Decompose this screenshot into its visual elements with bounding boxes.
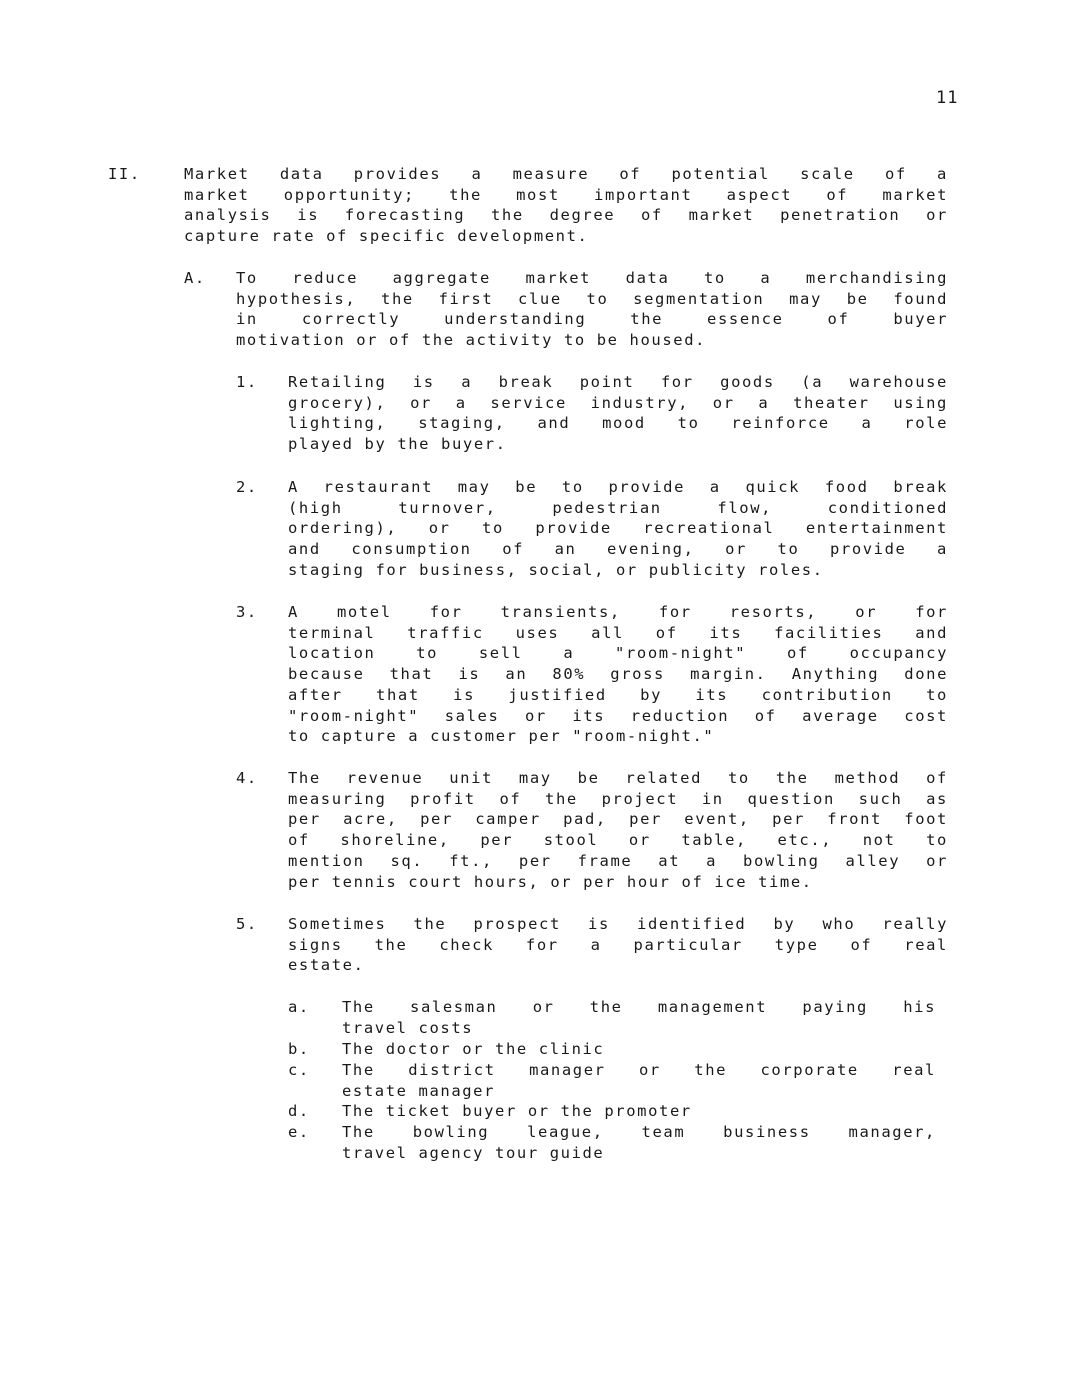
subitem-marker: e. bbox=[288, 1123, 310, 1141]
text-line: analysis is forecasting the degree of market penetration or bbox=[184, 206, 948, 225]
text-line: Market data provides a measure of potential scale of a bbox=[184, 165, 948, 183]
item-paragraph bbox=[288, 768, 948, 892]
subitem-paragraph bbox=[342, 1060, 936, 1101]
item-marker: 2. bbox=[236, 478, 258, 496]
text-line: The bowling league, team business manager, bbox=[342, 1123, 936, 1141]
subitem-marker: a. bbox=[288, 998, 310, 1016]
text-line: The ticket buyer or the promoter bbox=[342, 1102, 692, 1120]
item-marker: 4. bbox=[236, 769, 258, 787]
subsection-marker: A. bbox=[184, 269, 206, 287]
text-line: played by the buyer. bbox=[288, 435, 507, 454]
text-line: lighting, staging, and mood to reinforce a role bbox=[288, 414, 948, 433]
text-line: to capture a customer per "room-night." bbox=[288, 727, 715, 746]
text-line: per tennis court hours, or per hour of ice time. bbox=[288, 872, 813, 891]
text-line: market opportunity; the most important aspect of market bbox=[184, 185, 948, 204]
text-line: A restaurant may be to provide a quick food break bbox=[288, 478, 948, 496]
subitem-paragraph bbox=[342, 1122, 936, 1163]
subitem-paragraph bbox=[342, 997, 936, 1038]
text-line: "room-night" sales or its reduction of average cost bbox=[288, 706, 948, 725]
item-paragraph bbox=[288, 602, 948, 747]
subitem-paragraph bbox=[342, 1039, 936, 1060]
section-paragraph bbox=[184, 164, 948, 247]
text-line: To reduce aggregate market data to a merchandising bbox=[236, 269, 948, 287]
item-marker: 1. bbox=[236, 373, 258, 391]
text-line: after that is justified by its contribution to bbox=[288, 685, 948, 704]
text-line: in correctly understanding the essence of buyer bbox=[236, 310, 948, 329]
text-line: of shoreline, per stool or table, etc., not to bbox=[288, 831, 948, 850]
text-line: A motel for transients, for resorts, or for bbox=[288, 603, 948, 621]
subitem-marker: c. bbox=[288, 1061, 310, 1079]
text-line: travel costs bbox=[342, 1018, 474, 1037]
text-line: location to sell a "room-night" of occupancy bbox=[288, 644, 948, 663]
text-line: motivation or of the activity to be housed. bbox=[236, 331, 707, 350]
item-marker: 5. bbox=[236, 915, 258, 933]
text-line: grocery), or a service industry, or a theater using bbox=[288, 393, 948, 412]
text-line: measuring profit of the project in question such as bbox=[288, 789, 948, 808]
subsection-paragraph bbox=[236, 268, 948, 351]
item-paragraph bbox=[288, 914, 948, 976]
text-line: mention sq. ft., per frame at a bowling alley or bbox=[288, 851, 948, 870]
text-line: estate manager bbox=[342, 1081, 496, 1100]
text-line: staging for business, social, or publicity roles. bbox=[288, 560, 824, 579]
text-line: ordering), or to provide recreational entertainment bbox=[288, 519, 948, 538]
text-line: The district manager or the corporate real bbox=[342, 1061, 936, 1079]
text-line: per acre, per camper pad, per event, per front foot bbox=[288, 810, 948, 829]
text-line: The doctor or the clinic bbox=[342, 1040, 605, 1058]
text-line: (high turnover, pedestrian flow, conditioned bbox=[288, 498, 948, 517]
text-line: because that is an 80% gross margin. Anything done bbox=[288, 665, 948, 684]
item-paragraph bbox=[288, 372, 948, 455]
text-line: travel agency tour guide bbox=[342, 1143, 605, 1162]
text-line: The salesman or the management paying his bbox=[342, 998, 936, 1016]
subitem-marker: b. bbox=[288, 1040, 310, 1058]
subitem-paragraph bbox=[342, 1101, 936, 1122]
subitem-marker: d. bbox=[288, 1102, 310, 1120]
item-paragraph bbox=[288, 477, 948, 581]
text-line: Retailing is a break point for goods (a warehouse bbox=[288, 373, 948, 391]
section-marker: II. bbox=[108, 165, 141, 183]
text-line: capture rate of specific development. bbox=[184, 227, 589, 246]
text-line: Sometimes the prospect is identified by who really bbox=[288, 915, 948, 933]
text-line: The revenue unit may be related to the method of bbox=[288, 769, 948, 787]
page-number: 11 bbox=[936, 88, 959, 108]
text-line: hypothesis, the first clue to segmentation may be found bbox=[236, 289, 948, 308]
text-line: signs the check for a particular type of real bbox=[288, 935, 948, 954]
text-line: and consumption of an evening, or to provide a bbox=[288, 540, 948, 559]
item-marker: 3. bbox=[236, 603, 258, 621]
text-line: terminal traffic uses all of its facilities and bbox=[288, 623, 948, 642]
text-line: estate. bbox=[288, 956, 365, 975]
